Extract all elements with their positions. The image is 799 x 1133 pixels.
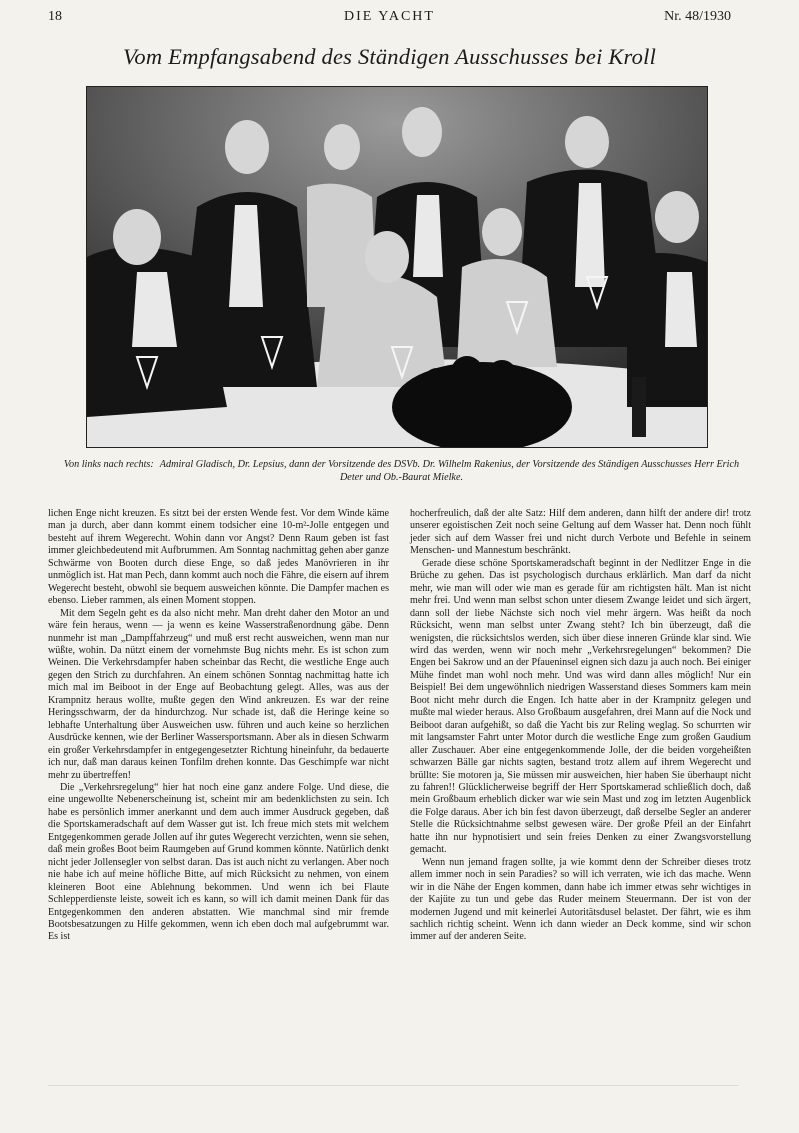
issue-number: Nr. 48/1930 [664,9,731,24]
caption-text: Admiral Gladisch, Dr. Lepsius, dann der Vorsitzende des DSVb. Dr. Wilhelm Rakenius, der Vorsitzende des Ständigen Ausschusses Herr Erich Deter und Ob.-Baurat Mielke. [159,459,740,483]
paragraph: Wenn nun jemand fragen sollte, ja wie kommt denn der Schreiber dieses trotz allem immer noch in sein Paradies? so will ich verraten, wie ich das mache. Wenn wir in die Nähe der Engen kommen, dann habe ich immer etwas sehr wichtiges in der Kajüte zu tun und gebe das Ruder meinem Steuermann. Der ist von der modernen Jugend und mit keinerlei Autoritätsdusel belastet. Der fährt, wie es ihm sachlich richtig scheint. Wenn ich dann wieder an Deck komme, sind wir schon immer auf der anderen Seite. [410,856,751,943]
magazine-name: DIE YACHT [344,9,435,24]
caption-lead: Von links nach rechts: [63,459,154,470]
page-bottom-rule [48,1085,739,1086]
paragraph: lichen Enge nicht kreuzen. Es sitzt bei der ersten Wende fest. Vor dem Winde käme man ja durch, aber dann kommt einem todsicher eine 10-m²-Jolle entgegen und besteht auf ihrem Wegerecht. Wohin dann vor Angst? Denn Raum geben ist fast immer gleichbedeutend mit Aufbrummen. Am Sonntag nachmittag gehen aber ganze Schwärme von Booten durch diese Enge, so daß jedes Manövrieren in ihr unmöglich ist. Hat man Pech, dann kommt auch noch die Fähre, die eisern auf ihrem Wegerecht besteht, obwohl sie bequem ausweichen könnte. Die Dampfer machen es ebenso. Lieber rammen, als einen Moment stoppen. [48,508,389,607]
reception-photo [86,86,708,448]
paragraph: Gerade diese schöne Sportskameradschaft beginnt in der Nedlitzer Enge in die Brüche zu gehen. Das ist psychologisch durchaus erklärlich. Man darf da nicht mehr, wie man will oder wie man es gerade für am richtigsten hält. Man ist nicht mehr frei. Und wenn man selbst schon unter diesem Zwange leidet und sich ärgert, dann soll der liebe Nächste sich noch viel mehr ärgern. Was heißt da noch Rücksicht, wenn man selbst unter Zwang steht? Ich bin überzeugt, daß die wenigsten, die rücksichtslos werden, sich über diese inneren Gründe klar sind. Wie wird das werden, wenn wir noch mehr „Verkehrsregelungen“ bekommen? Die Engen bei Sakrow und an der Pfaueninsel eignen sich dazu ja auch noch. Bei einiger Mühe findet man wohl noch mehr. Und was wird dann alles möglich! Nur ein Beispiel! Bei dem ungewöhnlich niedrigen Wasserstand dieses Sommers kam mein Boot nicht mehr durch die Engen. Ich hatte aber in der Krampnitz gelegen und mußte mal wieder heraus. Also Großbaum ausgefahren, drei Mann auf die Nock und Beiboot daran aufgehißt, so daß die Yacht bis zur Reling weglag. So schurrten wir mit langsamster Fahrt unter Motor durch die westliche Enge zum großen Gaudium aller Zuschauer. Aber eine entgegenkommende Jolle, der die beiden vorgeheißten schwarzen Bälle gar nichts sagten, bestand trotz allem auf ihrem Wegerecht und brüllte: Sie motoren ja, Sie müssen mir ausweichen, hier haben Sie überhaupt nicht zu fahren!! Glücklicherweise begriff der Herr Sportskamerad schließlich doch, daß mein Großbaum erheblich dicker war wie sein Mast und zog im letzten Augenblick die Folge daraus. Aber ich bin fest davon überzeugt, daß derselbe Segler an anderer Stelle die Rücksichtnahme selbst gewesen wäre. Der große Pfeil an der Einfahrt hatte ihn nur hypnotisiert und sein freies Denken zu einer Zwangsvorstellung gemacht. [410,557,751,856]
article-title: Vom Empfangsabend des Ständigen Ausschusses bei Kroll [122,44,657,69]
paragraph: Mit dem Segeln geht es da also nicht mehr. Man dreht daher den Motor an und wäre fein heraus, wenn — ja wenn es keine Wasserstraßenordnung gäbe. Denn nunmehr ist man „Dampffahrzeug“ und muß erst recht ausweichen, wenn man nur wüßte, wohin. Da nützt einem der vornehmste Bug nichts mehr. Es ist schon zum Weinen. Die Verkehrsdampfer haben scheinbar das Recht, die westliche Enge auch gegen den Strich zu durchfahren. An einem schönen Sonntag nachmittag hatte ich mich mal im Beiboot in der Enge auf Beobachtung gelegt. Alles, was aus der Krampnitz heraus wollte, mußte gegen den Wind ankreuzen. Es war der reine Heringsschwarm, der da hindurchzog. Nur schade ist, daß die Heringe keine so lebhafte Unterhaltung über Ausweichen usw. führen und auch keine so herzlichen Ausdrücke kennen, wie der Berliner Wassersportsmann. Aber als in diesen Schwarm ein großer Verkehrsdampfer in entgegengesetzter Richtung hineinfuhr, da bedauerte ich nur, daß man daraus keinen Tonfilm drehen konnte. Das Geschimpfe war nicht mehr zu übertreffen! [48,607,389,781]
photograph-image-icon [87,87,707,447]
page-header [48,9,731,27]
paragraph: hocherfreulich, daß der alte Satz: Hilf dem anderen, dann hilft der andere dir! trotz unserer egoistischen Zeit noch seine Geltung auf dem Wasser hat. Denn noch fühlt jeder sich auf dem Wasser frei und nicht durch Verbote und Befehle in seinem Menschen- und Mannestum beschränkt. [410,508,751,557]
article-column-right [410,508,751,944]
page-number: 18 [48,9,62,24]
photo-caption [62,458,741,484]
paragraph: Die „Verkehrsregelung“ hier hat noch eine ganz andere Folge. Und diese, die eine ungewollte Nebenerscheinung ist, scheint mir am bedenklichsten zu sein. Ich habe es persönlich immer anerkannt und dem auch immer Ausdruck gegeben, daß die Sportskameradschaft auf dem Wasser gut ist. Ich freue mich stets mit welchem Entgegenkommen gerade Jollen auf ihr gutes Wegerecht verzichten, wenn sie sehen, daß mein großes Boot beim Raumgeben auf Grund kommen könnte. Natürlich denkt nicht jeder Jollensegler von selbst daran. Das ist auch nicht zu verlangen. Aber noch nie habe ich auf meine höfliche Bitte, auf mich Rücksicht zu nehmen, von einem kleineren Boot eine Ablehnung bekommen. Und wenn ich bei Flaute Schlepperdienste leiste, soweit ich es kann, so will ich damit meinen Dank für das Entgegenkommen den anderen abstatten. Wie manchmal sind mir fremde Bootsbesatzungen zu Hilfe gekommen, wenn ich eben doch mal aufgebrummt war. Es ist [48,781,389,943]
article-column-left [48,508,389,944]
